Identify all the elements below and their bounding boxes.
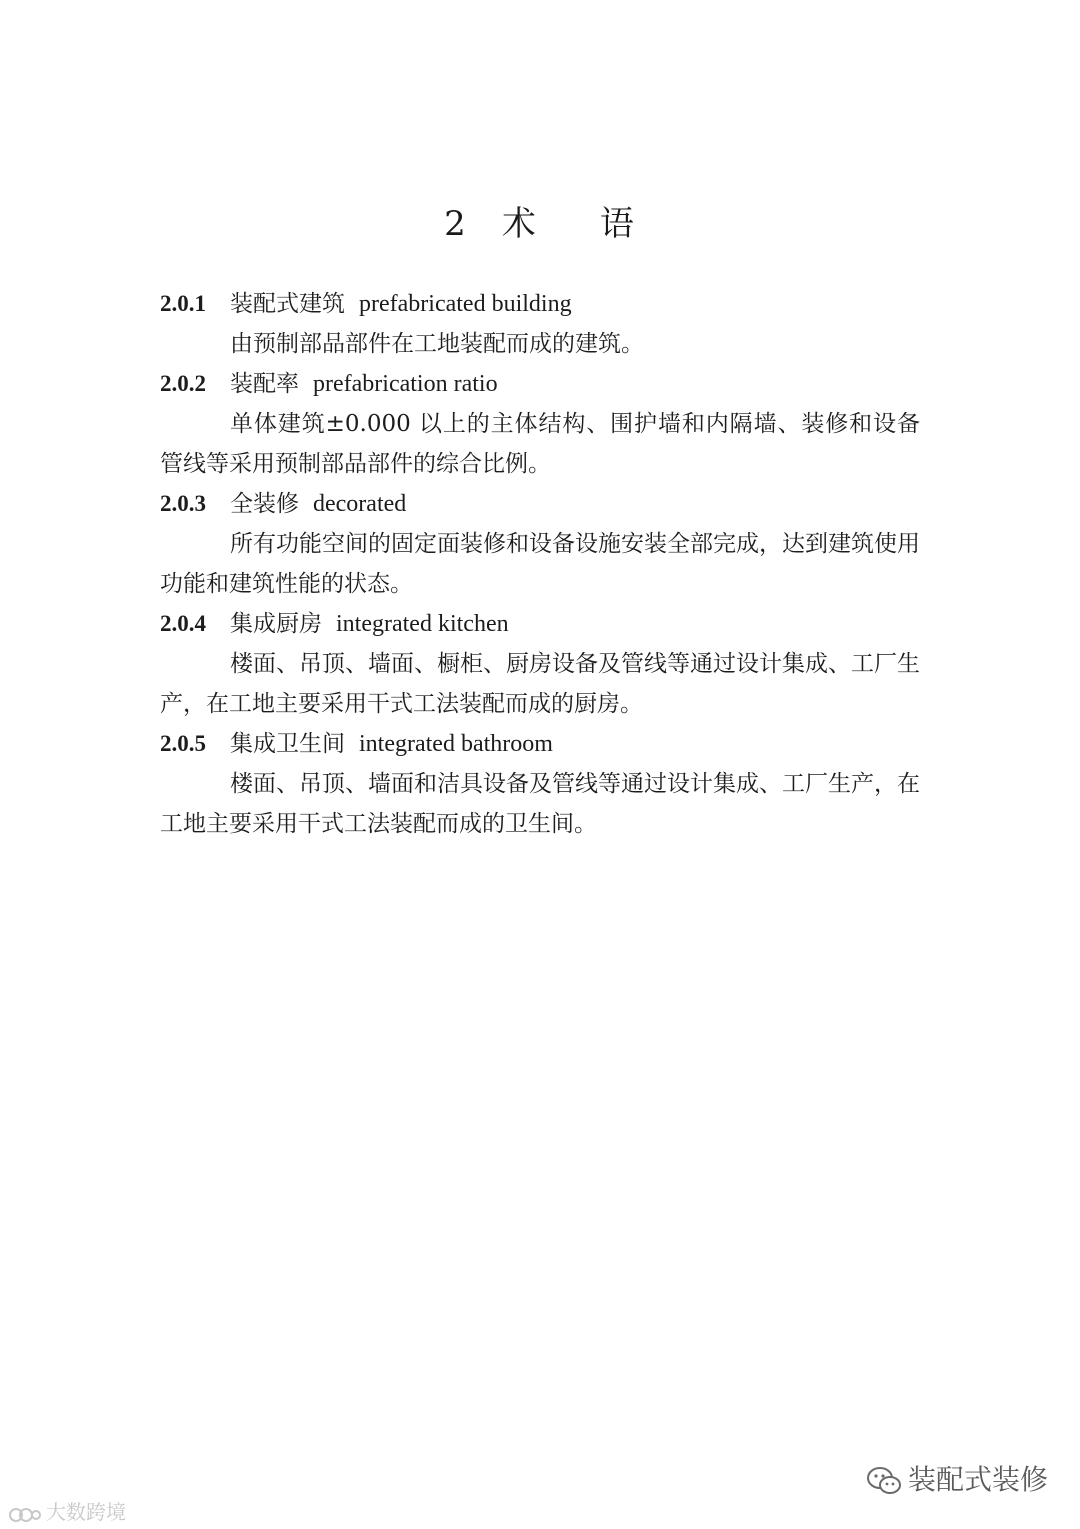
term-heading xyxy=(160,364,920,404)
term-chinese: 集成卫生间 xyxy=(230,731,345,757)
source-logo-icon xyxy=(8,1505,42,1523)
term-number: 2.0.4 xyxy=(160,611,206,636)
term-english: integrated kitchen xyxy=(336,611,509,637)
wechat-logo-icon xyxy=(866,1466,902,1496)
source-watermark xyxy=(8,1496,126,1525)
chapter-title-part1: 术 xyxy=(501,204,538,244)
chapter-title-part2: 语 xyxy=(599,204,636,244)
term-heading xyxy=(160,484,920,524)
term-entry xyxy=(160,724,920,844)
term-heading xyxy=(160,284,920,324)
watermark-right-text: 装配式装修 xyxy=(907,1463,1048,1496)
term-chinese: 装配式建筑 xyxy=(230,291,345,317)
term-number: 2.0.3 xyxy=(160,491,206,516)
chapter-number: 2 xyxy=(444,204,468,244)
term-definition: 由预制部品部件在工地装配而成的建筑。 xyxy=(230,331,644,357)
term-english: decorated xyxy=(313,491,407,517)
term-definition: 单体建筑±0.000 以上的主体结构、围护墙和内隔墙、装修和设备管线等采用预制部品部件的综合比例。 xyxy=(160,411,920,477)
term-chinese: 装配率 xyxy=(230,371,299,397)
term-definition: 楼面、吊顶、墙面和洁具设备及管线等通过设计集成、工厂生产，在工地主要采用干式工法装配而成的卫生间。 xyxy=(160,771,920,837)
term-definition: 楼面、吊顶、墙面、橱柜、厨房设备及管线等通过设计集成、工厂生产，在工地主要采用干式工法装配而成的厨房。 xyxy=(160,651,920,717)
term-entry xyxy=(160,364,920,484)
watermark-left-text: 大数跨境 xyxy=(46,1500,126,1524)
term-english: integrated bathroom xyxy=(359,731,553,757)
term-entry xyxy=(160,604,920,724)
term-chinese: 集成厨房 xyxy=(230,611,322,637)
term-number: 2.0.1 xyxy=(160,291,206,316)
term-heading xyxy=(160,724,920,764)
chapter-title xyxy=(0,196,1080,245)
term-entry xyxy=(160,284,920,364)
term-number: 2.0.5 xyxy=(160,731,206,756)
term-english: prefabricated building xyxy=(359,291,572,317)
term-heading xyxy=(160,604,920,644)
wechat-watermark xyxy=(866,1458,1048,1498)
terms-list xyxy=(160,284,920,844)
term-entry xyxy=(160,484,920,604)
term-definition: 所有功能空间的固定面装修和设备设施安装全部完成，达到建筑使用功能和建筑性能的状态。 xyxy=(160,531,920,597)
term-number: 2.0.2 xyxy=(160,371,206,396)
term-chinese: 全装修 xyxy=(230,491,299,517)
term-english: prefabrication ratio xyxy=(313,371,498,397)
